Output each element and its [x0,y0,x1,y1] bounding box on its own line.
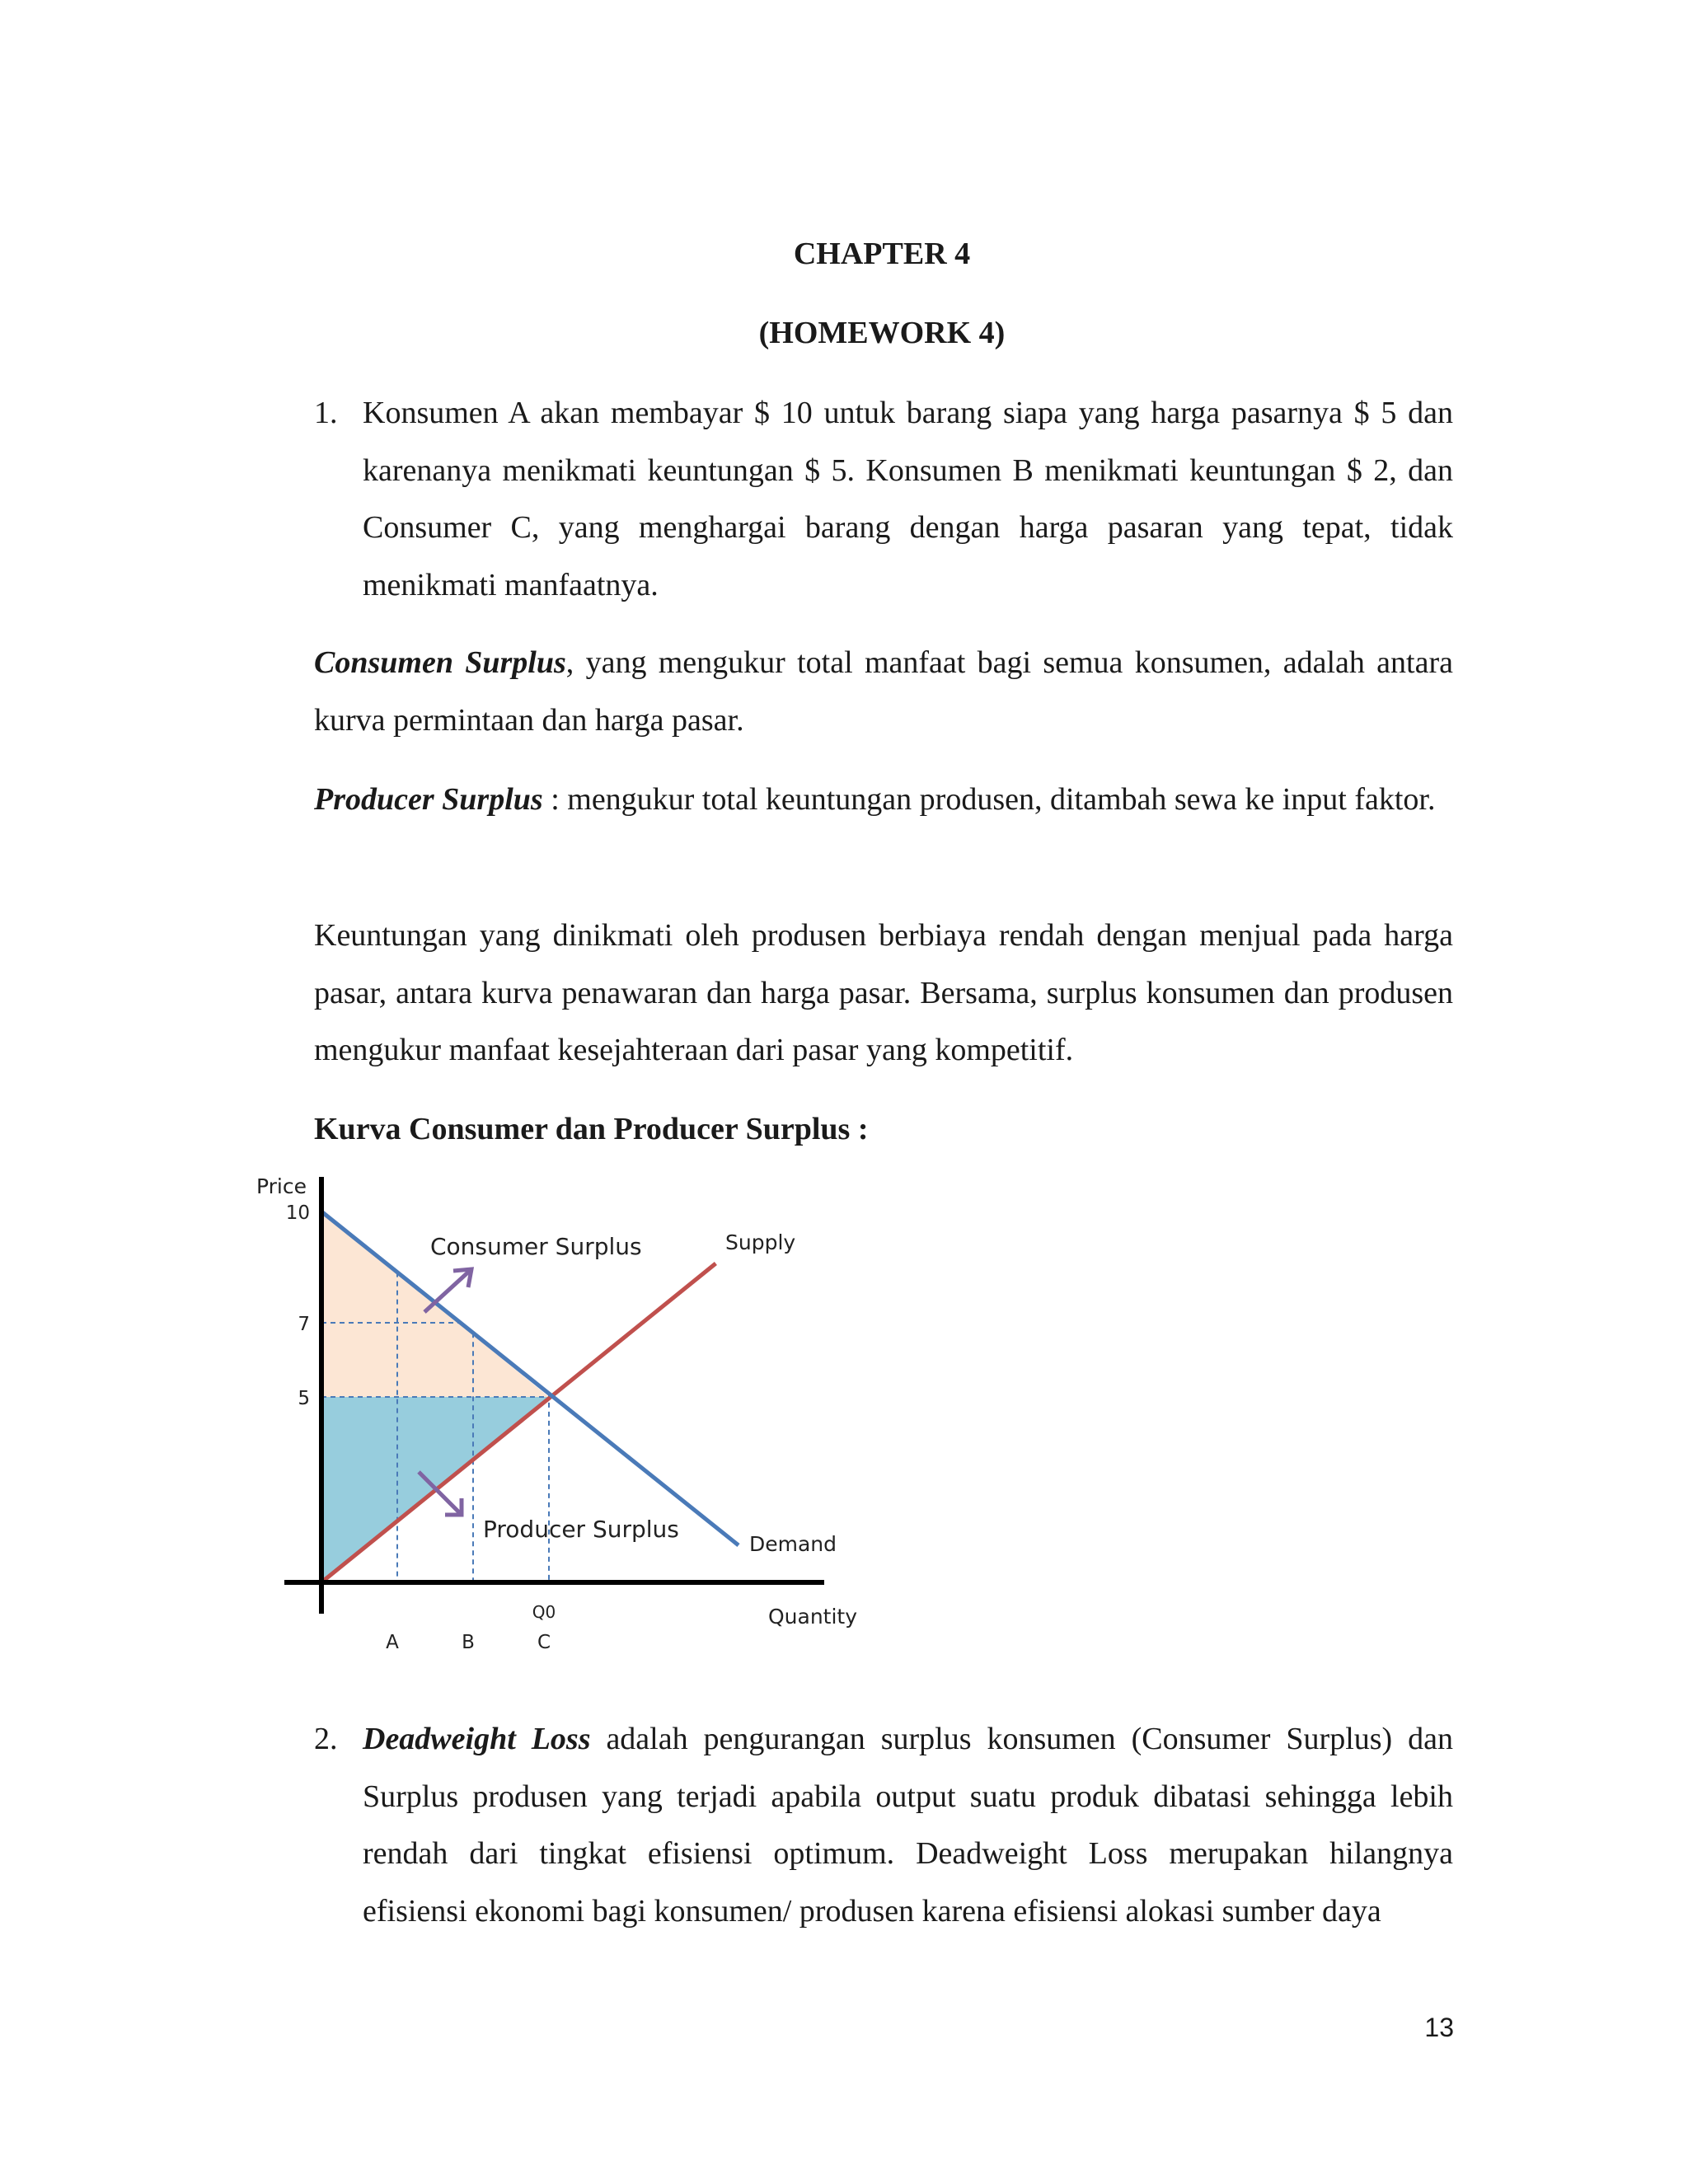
x-axis-label: Quantity [768,1605,858,1629]
deadweight-loss-term: Deadweight Loss [363,1722,591,1756]
chart-heading: Kurva Consumer dan Producer Surplus : [314,1112,869,1146]
y-tick-5: 5 [298,1388,310,1409]
item-2-text [363,1711,1453,1940]
keuntungan-paragraph: Keuntungan yang dinikmati oleh produsen berbiaya rendah dengan menjual pada harga pasar, antara kurva penawaran dan harga pasar. Bersama, surplus konsumen dan produsen mengukur manfaat kesejahteraan dari pasar yang kompetitif. [314,918,1453,1067]
x-tick-a: A [386,1632,399,1653]
consumer-surplus-arrow [424,1269,471,1312]
q0-label: Q0 [532,1602,556,1622]
item-2-number: 2. [314,1722,338,1756]
y-tick-7: 7 [298,1314,310,1335]
consumer-surplus-label: Consumer Surplus [430,1233,642,1260]
supply-label: Supply [725,1230,796,1254]
producer-surplus-term: Producer Surplus [314,782,543,817]
producer-surplus-text: : mengukur total keuntungan produsen, ditambah sewa ke input faktor. [542,782,1436,817]
item-1-text: Konsumen A akan membayar $ 10 untuk barang siapa yang harga pasarnya $ 5 dan karenanya menikmati keuntungan $ 5. Konsumen B menikmati keuntungan $ 2, dan Consumer C, yang menghargai barang dengan harga pasaran yang tepat, tidak menikmati manfaatnya. [363,396,1453,602]
y-axis-label: Price [256,1174,307,1198]
page-number: 13 [1424,2013,1454,2042]
y-tick-10: 10 [285,1202,310,1224]
item-1-number: 1. [314,396,338,430]
consumer-surplus-term: Consumen Surplus [314,645,566,680]
deadweight-loss-text: adalah pengurangan surplus konsumen (Consumer Surplus) dan Surplus produsen yang terjadi apabila output suatu produk dibatasi sehingga lebih rendah dari tingkat efisiensi optimum. Deadweight Loss merupakan hilangnya efisiensi ekonomi bagi konsumen/ produsen karena efisiensi alokasi sumber daya [363,1722,1453,1929]
x-tick-b: B [462,1632,475,1653]
consumer-surplus-text: , yang mengukur total manfaat bagi semua konsumen, adalah antara kurva permintaan dan harga pasar. [314,645,1453,738]
demand-label: Demand [749,1532,837,1556]
homework-subtitle: (HOMEWORK 4) [758,316,1006,350]
producer-surplus-label: Producer Surplus [483,1516,679,1543]
x-tick-c: C [537,1632,551,1653]
chapter-title: CHAPTER 4 [793,237,971,271]
